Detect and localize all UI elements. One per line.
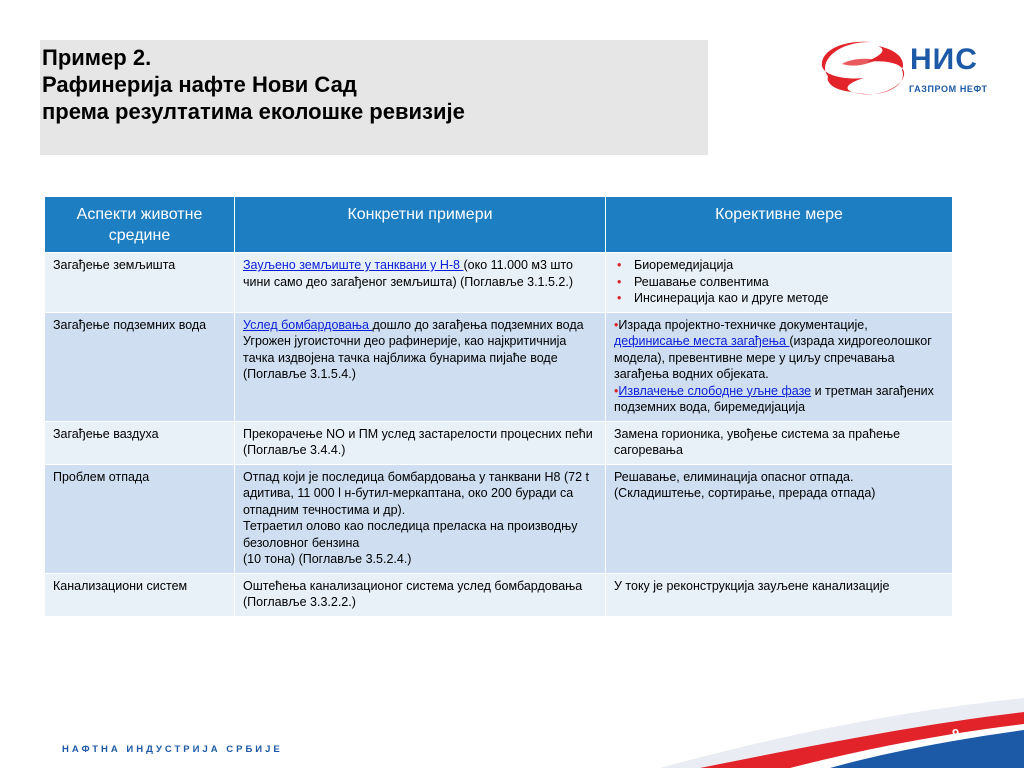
aspect-cell: Загађење подземних вода: [45, 312, 235, 421]
table-row: [45, 253, 953, 313]
bullet-icon: •: [614, 317, 619, 332]
table-row: [45, 421, 953, 464]
example-cell: Оштећења канализационог система услед бомбардовања (Поглавље 3.3.2.2.): [235, 573, 606, 616]
table-row: [45, 573, 953, 616]
header-examples: Конкретни примери: [235, 197, 606, 253]
measures-cell: У току је реконструкција зауљене канализације: [606, 573, 953, 616]
aspect-cell: Канализациони систем: [45, 573, 235, 616]
measure-text: (израда хидрогеолошког модела), превентивне мере у циљу спречавања загађења водних објеката.: [614, 334, 932, 381]
example-text-2: Угрожен југоисточни део рафинерије, као најкритичнија тачка издвојена тачка најближа бунарима пијаће воде: [243, 334, 567, 365]
logo-subtitle: ГАЗПРОМ НЕФТ: [909, 84, 988, 94]
example-text: Отпад који је последица бомбардовања у танквани Н8 (72 t адитива, 11 000 l н-бутил-меркаптана, око 200 буради са отпадним течностима и др).: [243, 469, 589, 517]
bullet-icon: •: [614, 383, 619, 398]
measures-cell: Замена горионика, увођење система за праћење сагоревања: [606, 421, 953, 464]
example-cell: [235, 464, 606, 573]
example-reference: (10 тона) (Поглавље 3.5.2.4.): [243, 552, 412, 566]
aspect-cell: Загађење земљишта: [45, 253, 235, 313]
example-link[interactable]: Зауљено земљиште у танквани у Н-8: [243, 258, 464, 272]
measure-link[interactable]: Извлачење слободне уљне фазе: [618, 383, 812, 398]
example-text: (око 11.000 м3 што чини само део загађеног земљишта) (Поглавље 3.1.5.2.): [243, 258, 573, 289]
table-row: [45, 464, 953, 573]
aspect-cell: Проблем отпада: [45, 464, 235, 573]
list-item: • Решавање солвентима: [614, 274, 944, 291]
example-text: дошло до загађења подземних вода: [372, 317, 584, 332]
table-row: [45, 312, 953, 421]
footer-company-name: НАФТНА ИНДУСТРИЈА СРБИЈЕ: [62, 744, 283, 755]
example-cell: Прекорачење NO и ПМ услед застарелости процесних пећи (Поглавље 3.4.4.): [235, 421, 606, 464]
measures-cell: [606, 312, 953, 421]
example-text-2: Тетраетил олово као последица преласка на производњу безоловног бензина: [243, 519, 578, 550]
corner-swoosh-decoration: [640, 690, 1024, 768]
measure-text: Израда пројектно-техничке документације,: [618, 317, 868, 332]
eco-audit-table: [44, 196, 953, 617]
table-header-row: [45, 197, 953, 253]
header-measures: Корективне мере: [606, 197, 953, 253]
aspect-cell: Загађење ваздуха: [45, 421, 235, 464]
measure-text: и третман загађених подземних вода, биремедијација: [614, 383, 934, 414]
slide-title-line-2: Рафинерија нафте Нови Сад: [42, 72, 357, 97]
measures-cell: [606, 253, 953, 313]
measures-list: [614, 257, 944, 307]
example-link[interactable]: Услед бомбардовања: [243, 317, 373, 332]
slide-title-line-3: према резултатима еколошке ревизије: [42, 99, 465, 124]
list-item: • Инсинерација као и друге методе: [614, 290, 944, 307]
logo-name: НИС: [910, 43, 978, 76]
page-number: 9: [952, 726, 960, 741]
example-reference: (Поглавље 3.1.5.4.): [243, 367, 356, 381]
example-cell: [235, 312, 606, 421]
measures-cell: Решавање, елиминација опасног отпада. (Складиштење, сортирање, прерада отпада): [606, 464, 953, 573]
header-aspects: Аспекти животне средине: [45, 197, 235, 253]
slide-title-line-1: Пример 2.: [42, 45, 152, 70]
measure-link[interactable]: дефинисање места загађења: [614, 334, 790, 348]
list-item: • Биоремедијација: [614, 257, 944, 274]
example-cell: [235, 253, 606, 313]
